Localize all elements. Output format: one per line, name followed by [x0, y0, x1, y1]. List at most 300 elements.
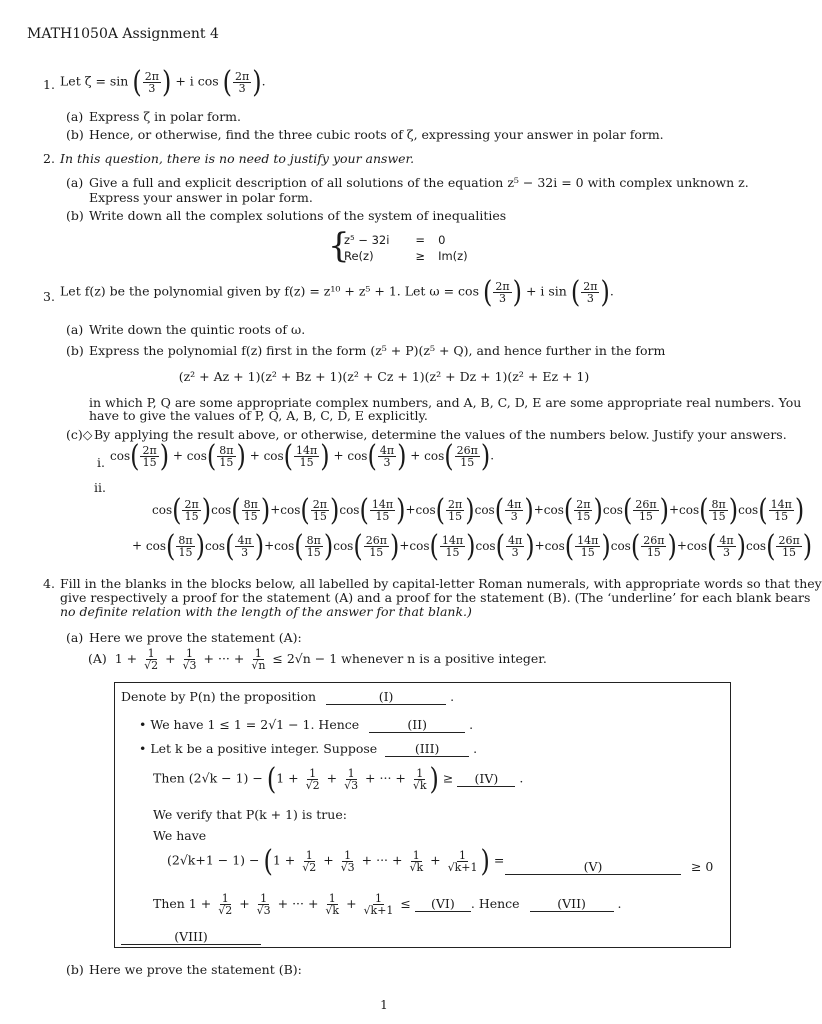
cos-word: cos — [610, 538, 631, 553]
numerator: 26π — [643, 533, 665, 547]
part-text: Give a full and explicit description of all solutions of the equation z⁵ − 32i = 0 with complex unknown z. — [89, 175, 749, 190]
statement-a: (A) 1 + $\frac{1}{√2}$ + $\frac{1}{√3}$ + ··· + $\frac{1}{√n}$ ≤ 2√n − 1 whenever n is a positive integer. — [88, 647, 547, 672]
right-paren: ) — [329, 492, 340, 528]
denominator: 15 — [638, 509, 653, 523]
fraction — [370, 499, 395, 522]
blank-VIII[interactable]: (VIII) — [121, 929, 261, 945]
left-paren: ( — [231, 492, 241, 528]
part-label: (a) — [66, 175, 84, 190]
left-paren: ( — [172, 492, 182, 528]
q1-lead: Let ζ = sin — [60, 73, 129, 89]
left-paren: ( — [429, 528, 439, 564]
proof-text: ≤ — [400, 896, 411, 911]
left-paren: ( — [300, 492, 310, 528]
numerator: 4π — [507, 533, 523, 547]
item-label: ii. — [94, 480, 106, 495]
plus-sign: + — [405, 502, 416, 517]
plus-sign: + — [329, 448, 348, 463]
part-text: in which P, Q are some appropriate complex numbers, and A, B, C, D, E are some appropriate real numbers. You — [89, 395, 802, 410]
numerator: 14π — [577, 533, 599, 547]
denominator: 15 — [774, 509, 789, 523]
cos-word: cos — [745, 538, 767, 553]
proof-text: Then 1 + — [153, 896, 212, 911]
right-paren: ) — [195, 528, 205, 564]
right-paren: ) — [161, 64, 172, 100]
blank-I[interactable]: (I) — [326, 689, 446, 705]
numerator: 4π — [237, 533, 252, 547]
cos-term — [152, 492, 212, 528]
denominator: 15 — [219, 455, 234, 469]
right-paren: ) — [396, 492, 406, 528]
cos-term — [543, 492, 603, 528]
proof-text: Then (2√k − 1) − — [153, 770, 263, 786]
left-paren: ( — [564, 528, 575, 564]
left-paren: ( — [165, 528, 176, 564]
cos-word: cos — [738, 502, 759, 517]
left-paren: ( — [266, 761, 277, 797]
denominator: 3 — [586, 291, 594, 305]
fraction — [633, 499, 658, 522]
numerator: 2π — [184, 497, 199, 511]
fraction — [574, 499, 592, 522]
right-paren: ) — [794, 492, 805, 528]
cos-word: cos — [211, 502, 232, 517]
cos-word: cos — [152, 502, 173, 517]
cos-word: cos — [333, 538, 354, 553]
cos-word: cos — [424, 448, 445, 463]
numerator: 14π — [296, 443, 318, 457]
fraction — [217, 445, 235, 468]
right-paren: ) — [236, 438, 246, 474]
sys-op: ≥ — [415, 249, 426, 263]
cos-sum-i — [110, 438, 495, 474]
cos-term — [409, 528, 476, 564]
part-label: (b) — [66, 208, 84, 223]
plus-sign: + — [132, 538, 146, 553]
left-paren: ( — [494, 492, 505, 528]
cos-term — [333, 528, 400, 564]
right-paren: ) — [802, 528, 813, 564]
question-number: 3. — [43, 289, 55, 304]
proof-text: Let k be a positive integer. Suppose — [150, 741, 378, 756]
q1-mid: + i cos — [175, 73, 219, 89]
part-label: (a) — [66, 109, 84, 124]
cos-term — [610, 528, 677, 564]
left-paren: ( — [225, 528, 235, 564]
part-label: (c)◇ — [66, 427, 93, 442]
left-paren: ( — [359, 492, 369, 528]
fraction — [176, 535, 194, 558]
numerator: 14π — [371, 497, 394, 511]
left-paren: ( — [622, 492, 633, 528]
left-paren: ( — [563, 492, 574, 528]
proof-text: . Hence — [470, 896, 520, 911]
fraction — [575, 535, 600, 558]
denominator: 3 — [498, 291, 506, 305]
denominator: 15 — [782, 545, 797, 559]
fraction — [182, 499, 200, 522]
proof-line: We verify that P(k + 1) is true: — [153, 807, 347, 822]
left-paren: ( — [482, 274, 493, 310]
plus-sign: + — [270, 502, 281, 517]
proof-line: Then 1 + $\frac{1}{√2}$ + $\frac{1}{√3}$ + ··· + $\frac{1}{√k}$ + $\frac{1}{√k+1}$ ≤ (VI) . Hence (VII) . — [153, 892, 622, 917]
cos-word: cos — [110, 448, 131, 463]
numerator: 8π — [243, 497, 258, 511]
left-paren: ( — [444, 438, 454, 474]
denominator: 15 — [646, 545, 661, 559]
cos-term — [679, 492, 739, 528]
right-paren: ) — [593, 492, 603, 528]
fraction — [242, 499, 260, 522]
question-2-intro: In this question, there is no need to justify your answer. — [60, 151, 415, 166]
right-paren: ) — [260, 492, 271, 528]
part-label: (b) — [66, 343, 84, 358]
sys-lhs: Re(z) — [344, 249, 374, 263]
page-title: MATH1050A Assignment 4 — [27, 26, 219, 42]
blank-III[interactable]: (III) — [385, 741, 469, 757]
numerator: 26π — [365, 533, 387, 547]
statement-tail: ≤ 2√n − 1 whenever n is a positive integer. — [272, 651, 547, 666]
proof-text: = — [493, 852, 505, 868]
proof-line: (2√k+1 − 1) − (1 + $\frac{1}{√2}$ + $\frac{1}{√3}$ + ··· + $\frac{1}{√k}$ + $\frac{1}{√k+1}$ ) = — [167, 843, 505, 879]
fraction — [294, 445, 319, 468]
plus-sign: + — [534, 538, 545, 553]
right-paren: ) — [659, 492, 669, 528]
cos-term — [263, 438, 330, 474]
question-3-statement — [60, 274, 614, 310]
numerator: 2π — [495, 279, 510, 293]
cos-word: cos — [186, 448, 207, 463]
denominator: 15 — [243, 509, 258, 523]
denominator: 3 — [722, 545, 730, 559]
cos-word: cos — [347, 448, 368, 463]
cos-term — [474, 492, 534, 528]
fraction — [709, 499, 727, 522]
fraction — [143, 71, 161, 94]
cos-word: cos — [543, 502, 564, 517]
denominator: 15 — [184, 509, 199, 523]
blank-V[interactable]: (V) — [505, 859, 681, 875]
left-paren: ( — [353, 528, 363, 564]
denominator: 3 — [383, 455, 391, 469]
left-paren: ( — [706, 528, 717, 564]
period: . — [490, 448, 495, 463]
sys-rhs: Im(z) — [438, 249, 468, 263]
denominator: 15 — [306, 545, 321, 559]
denominator: 3 — [238, 81, 246, 95]
sys-op: = — [415, 233, 426, 247]
proof-text: Denote by P(n) the proposition — [121, 689, 317, 704]
left-paren: ( — [294, 528, 304, 564]
proof-line — [505, 859, 713, 875]
cos-term — [280, 492, 340, 528]
cos-term — [424, 438, 491, 474]
part-label: (a) — [66, 630, 84, 645]
proof-bullet: • Let k be a positive integer. Suppose (III) . — [139, 741, 478, 756]
plus-sign: + — [399, 538, 410, 553]
part-label: (b) — [66, 127, 84, 142]
plus-sign: + — [668, 502, 679, 517]
question-4-text: no definite relation with the length of the answer for that blank.) — [60, 604, 472, 619]
cos-word: cos — [145, 538, 166, 553]
question-4-text: Fill in the blanks in the blocks below, all labelled by capital-letter Roman numerals, with appropriate words so that they — [60, 576, 822, 591]
left-paren: ( — [263, 843, 273, 879]
fraction — [233, 71, 251, 94]
left-paren: ( — [495, 528, 505, 564]
right-paren: ) — [397, 438, 407, 474]
cos-term — [745, 528, 813, 564]
right-paren: ) — [512, 274, 522, 310]
part-text: Here we prove the statement (B): — [89, 962, 302, 977]
part-text: By applying the result above, or otherwise, determine the values of the numbers below. Justify your answers. — [94, 427, 787, 442]
cos-word: cos — [602, 502, 623, 517]
brace: { — [328, 226, 350, 266]
numerator: 4π — [379, 443, 395, 457]
cos-term — [415, 492, 475, 528]
denominator: 15 — [576, 509, 591, 523]
fraction — [505, 499, 523, 522]
fraction — [311, 499, 329, 522]
part-text: Express ζ in polar form. — [89, 109, 242, 124]
q3-lead: Let f(z) be the polynomial given by f(z) = z¹⁰ + z⁵ + 1. Let ω = cos — [60, 283, 479, 299]
numerator: 2π — [576, 497, 591, 511]
q1-end: . — [261, 73, 266, 89]
cos-word: cos — [415, 502, 436, 517]
fraction — [305, 535, 323, 558]
blank-II[interactable]: (II) — [369, 717, 465, 733]
proof-box-a — [114, 682, 731, 948]
fraction — [140, 445, 158, 468]
numerator: 4π — [719, 533, 734, 547]
item-label: i. — [97, 455, 105, 470]
numerator: 2π — [144, 69, 159, 83]
sys-rhs: 0 — [438, 233, 446, 247]
cos-sum-ii-row2 — [132, 528, 813, 564]
cos-word: cos — [274, 538, 295, 553]
cos-word: cos — [339, 502, 360, 517]
left-paren: ( — [766, 528, 776, 564]
numerator: 26π — [778, 533, 800, 547]
right-paren: ) — [601, 528, 611, 564]
question-number: 1. — [43, 77, 55, 92]
plus-sign: + — [169, 448, 187, 463]
cos-word: cos — [475, 538, 496, 553]
right-paren: ) — [525, 528, 535, 564]
denominator: 15 — [711, 509, 726, 523]
part-text: Hence, or otherwise, find the three cubic roots of ζ, expressing your answer in polar form. — [89, 127, 664, 142]
left-paren: ( — [435, 492, 445, 528]
proof-text: (2√k+1 − 1) − — [167, 852, 260, 868]
plus-sign: + — [676, 538, 687, 553]
cos-word: cos — [204, 538, 226, 553]
left-paren: ( — [758, 492, 768, 528]
fraction — [769, 499, 794, 522]
cos-word: cos — [474, 502, 495, 517]
left-paren: ( — [367, 438, 377, 474]
cos-term — [145, 528, 205, 564]
fraction — [378, 445, 396, 468]
fraction — [455, 445, 480, 468]
part-label: (b) — [66, 962, 84, 977]
denominator: 15 — [375, 509, 390, 523]
denominator: 15 — [299, 455, 314, 469]
page-number: 1 — [380, 998, 388, 1012]
fraction — [364, 535, 389, 558]
numerator: 8π — [711, 497, 726, 511]
right-paren: ) — [159, 438, 170, 474]
bullet-icon: • — [139, 717, 147, 732]
left-paren: ( — [699, 492, 709, 528]
left-paren: ( — [630, 528, 641, 564]
numerator: 2π — [142, 443, 157, 457]
inequality-system — [328, 226, 469, 266]
right-paren: ) — [252, 64, 262, 100]
right-paren: ) — [254, 528, 265, 564]
right-paren: ) — [524, 492, 534, 528]
left-paren: ( — [283, 438, 294, 474]
fraction — [235, 535, 253, 558]
part-text: Write down the quintic roots of ω. — [89, 322, 306, 337]
sys-lhs: z⁵ − 32i — [344, 233, 390, 247]
right-paren: ) — [429, 761, 439, 797]
fraction — [581, 281, 599, 304]
fraction — [493, 281, 511, 304]
denominator: 3 — [241, 545, 249, 559]
numerator: 14π — [770, 497, 792, 511]
proof-line — [121, 929, 261, 945]
right-paren: ) — [323, 528, 334, 564]
cos-term — [274, 528, 334, 564]
numerator: 8π — [178, 533, 193, 547]
cos-term — [475, 528, 535, 564]
proof-bullet: • We have 1 ≤ 1 = 2√1 − 1. Hence (II) . — [139, 717, 474, 732]
part-text: Write down all the complex solutions of the system of inequalities — [89, 208, 507, 223]
cos-word: cos — [686, 538, 707, 553]
right-paren: ) — [480, 843, 490, 879]
right-paren: ) — [728, 492, 739, 528]
numerator: 2π — [235, 69, 250, 83]
proof-line: We have — [153, 828, 207, 843]
denominator: 15 — [369, 545, 384, 559]
proof-line: Then (2√k − 1) − (1 + $\frac{1}{√2}$ + $\frac{1}{√3}$ + ··· + $\frac{1}{√k}$ ) ≥ (IV) . — [153, 761, 524, 797]
denominator: 15 — [580, 545, 595, 559]
fraction: $\frac{1}{√n}$ — [251, 647, 266, 672]
part-text: have to give the values of P, Q, A, B, C, D, E explicitly. — [89, 408, 428, 423]
cos-term — [186, 438, 246, 474]
numerator: 8π — [219, 443, 234, 457]
cos-term — [204, 528, 265, 564]
cos-sum-ii-row1 — [152, 492, 805, 528]
denominator: 15 — [460, 455, 475, 469]
right-paren: ) — [736, 528, 746, 564]
numerator: 2π — [312, 497, 327, 511]
right-paren: ) — [389, 528, 400, 564]
left-paren: ( — [132, 64, 142, 100]
plus-sign: + — [406, 448, 425, 463]
cos-word: cos — [263, 448, 284, 463]
blank-VI[interactable]: (VI) — [415, 896, 471, 912]
numerator: 4π — [507, 497, 522, 511]
denominator: 3 — [148, 81, 156, 95]
fraction — [776, 535, 801, 558]
right-paren: ) — [465, 492, 475, 528]
denominator: 15 — [312, 509, 327, 523]
fraction: $\frac{1}{√2}$ — [144, 647, 159, 672]
cos-term — [347, 438, 407, 474]
numerator: 2π — [447, 497, 463, 511]
cos-term — [110, 438, 170, 474]
right-paren: ) — [320, 438, 330, 474]
statement-label: (A) — [88, 651, 107, 666]
fraction — [446, 499, 464, 522]
blank-IV[interactable]: (IV) — [457, 771, 515, 787]
question-number: 2. — [43, 151, 55, 166]
left-paren: ( — [206, 438, 217, 474]
numerator: 26π — [635, 497, 657, 511]
cos-term — [544, 528, 611, 564]
left-paren: ( — [222, 64, 233, 100]
denominator: 15 — [445, 545, 460, 559]
system-table — [338, 232, 469, 264]
fraction — [641, 535, 666, 558]
numerator: 14π — [441, 533, 464, 547]
part-text: Express the polynomial f(z) first in the form (z⁵ + P)(z⁵ + Q), and hence further in the form — [89, 343, 666, 358]
left-paren: ( — [130, 438, 140, 474]
cos-term — [339, 492, 406, 528]
proof-text: ≥ 0 — [690, 859, 714, 874]
cos-word: cos — [409, 538, 430, 553]
right-paren: ) — [600, 274, 610, 310]
question-number: 4. — [43, 576, 55, 591]
part-label: (a) — [66, 322, 84, 337]
fraction — [717, 535, 735, 558]
proof-line: Denote by P(n) the proposition (I) . — [121, 689, 455, 704]
display-equation: (z² + Az + 1)(z² + Bz + 1)(z² + Cz + 1)(z² + Dz + 1)(z² + Ez + 1) — [178, 369, 590, 384]
left-paren: ( — [570, 274, 581, 310]
fraction — [506, 535, 524, 558]
plus-sign: + — [245, 448, 264, 463]
cos-word: cos — [679, 502, 700, 517]
right-paren: ) — [480, 438, 491, 474]
q3-mid: + i sin — [525, 283, 567, 299]
cos-term — [738, 492, 805, 528]
numerator: 26π — [456, 443, 478, 457]
denominator: 3 — [511, 545, 519, 559]
cos-term — [686, 528, 746, 564]
part-text: Here we prove the statement (A): — [89, 630, 302, 645]
cos-term — [211, 492, 271, 528]
cos-word: cos — [544, 538, 565, 553]
plus-sign: + — [533, 502, 544, 517]
question-1-statement — [60, 64, 266, 100]
fraction: $\frac{1}{√3}$ — [182, 647, 197, 672]
proof-text: ≥ — [442, 770, 454, 786]
bullet-icon: • — [139, 741, 147, 756]
right-paren: ) — [667, 528, 677, 564]
denominator: 3 — [510, 509, 518, 523]
numerator: 2π — [583, 279, 598, 293]
denominator: 15 — [178, 545, 193, 559]
blank-VII[interactable]: (VII) — [530, 896, 614, 912]
cos-term — [602, 492, 669, 528]
fraction — [440, 535, 465, 558]
proof-text: We have 1 ≤ 1 = 2√1 − 1. Hence — [150, 717, 360, 732]
numerator: 8π — [306, 533, 321, 547]
denominator: 15 — [448, 509, 463, 523]
part-text: Express your answer in polar form. — [89, 190, 313, 205]
right-paren: ) — [466, 528, 476, 564]
q3-end: . — [609, 283, 614, 299]
